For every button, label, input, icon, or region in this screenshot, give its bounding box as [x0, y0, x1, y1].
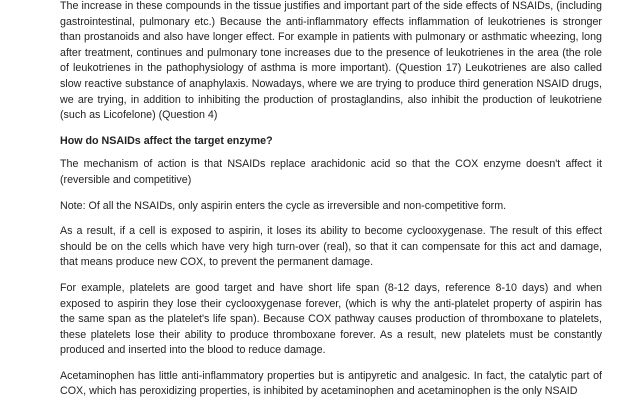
paragraph-cell-exposure: As a result, if a cell is exposed to aspirin, it loses its ability to become cyclooxygenase. The result of this effect should be on the cells which have very high turn-over (real), so that it can compensate for this act and damage, that means produce new COX, to prevent the permanent damage.: [60, 225, 602, 269]
section-heading: How do NSAIDs affect the target enzyme?: [60, 134, 273, 147]
paragraph-aspirin-note: Note: Of all the NSAIDs, only aspirin enters the cycle as irreversible and non-competitive form.: [60, 199, 507, 212]
paragraph-mechanism: The mechanism of action is that NSAIDs replace arachidonic acid so that the COX enzyme doesn't affect it (reversible and competitive): [60, 158, 602, 186]
paragraph-acetaminophen: Acetaminophen has little anti-inflammatory properties but is antipyretic and analgesic. In fact, the catalytic part of COX, which has peroxidizing properties, is inhibited by acetaminophen and acetaminophen is the only NSAID: [60, 369, 602, 398]
document-content: [60, 0, 602, 400]
paragraph-leukotrienes: The increase in these compounds in the tissue justifies and important part of the side effects of NSAIDs, (including gastrointestinal, pulmonary etc.) Because the anti-inflammatory effects inflammation of leukotrienes is stronger than prostanoids and also have longer effect. For example in patients with pulmonary or asthmatic wheezing, long after treatment, continues and pulmonary tone increases due to the presence of leukotrienes in the area (the role of leukotrienes in the pathophysiology of asthma is more important). (Question 17) Leukotrienes are also called slow reactive substance of anaphylaxis. Nowadays, where we are trying to produce third generation NSAID drugs, we are trying, in addition to inhibiting the production of prostaglandins, also inhibit the production of leukotriene (such as Licofelone) (Question 4): [60, 0, 602, 122]
paragraph-platelets: For example, platelets are good target and have short life span (8-12 days, reference 8-10 days) and when exposed to aspirin they lose their cyclooxygenase forever, (which is why the anti-platelet property of aspirin has the same span as the platelet's life span). Because COX pathway causes production of thromboxane to platelets, these platelets lose their ability to produce thromboxane forever. As a result, new platelets must be constantly produced and inserted into the blood to reduce damage.: [60, 281, 602, 357]
